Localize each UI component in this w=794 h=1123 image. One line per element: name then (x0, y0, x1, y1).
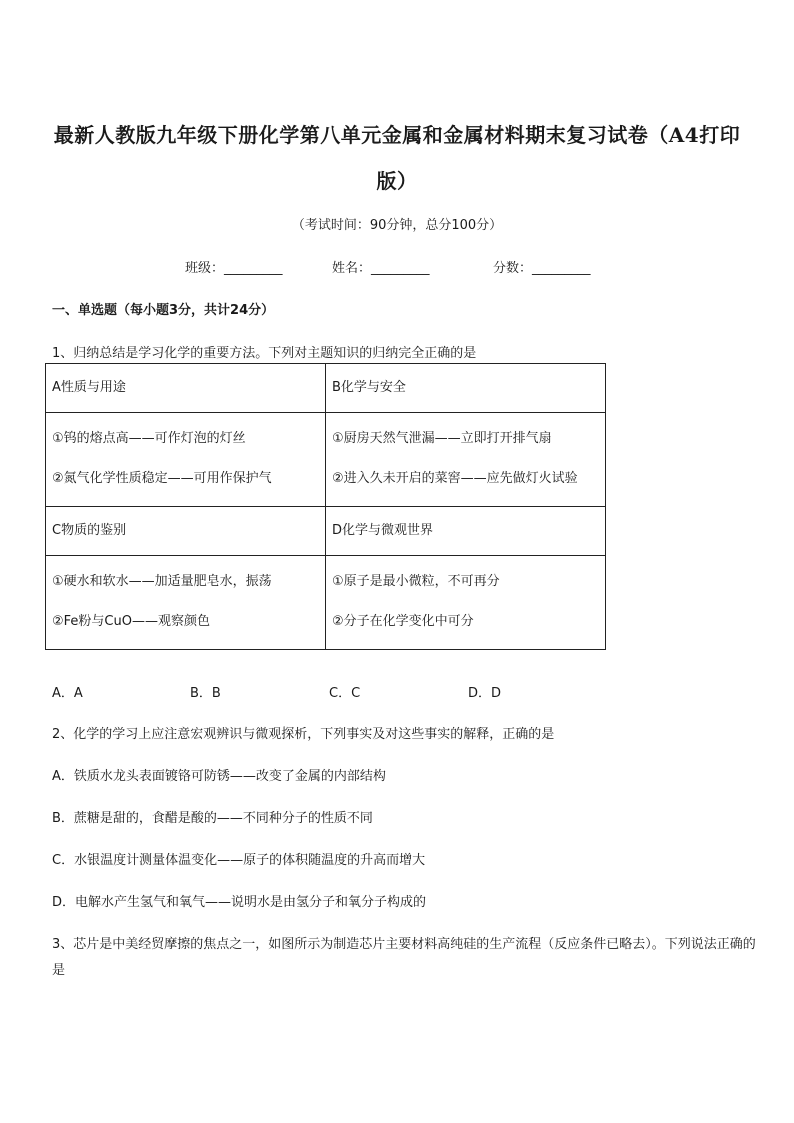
choice-d[interactable]: D．D (468, 686, 502, 701)
choice-a[interactable]: A．A (52, 686, 83, 701)
question-2-option-c[interactable]: C．水银温度计测量体温变化——原子的体积随温度的升高而增大 (52, 853, 426, 868)
question-2-option-d[interactable]: D．电解水产生氢气和氧气——说明水是由氢分子和氧分子构成的 (52, 895, 427, 910)
cell-d-item: ①原子是最小微粒，不可再分 (332, 574, 500, 589)
score-field[interactable]: 分数：_________ (493, 261, 591, 276)
cell-a-heading: A性质与用途 (46, 364, 326, 413)
cell-c-item: ②Fe粉与CuO——观察颜色 (52, 614, 210, 629)
cell-d-heading: D化学与微观世界 (326, 507, 606, 556)
question-3-stem: 3、芯片是中美经贸摩擦的焦点之一，如图所示为制造芯片主要材料高纯硅的生产流程（反应条件已略去）。下列说法正确的是 (52, 937, 756, 978)
exam-time-note: （考试时间：90分钟，总分100分） (291, 218, 503, 233)
cell-a-body (46, 413, 326, 507)
cell-c-heading: C物质的鉴别 (46, 507, 326, 556)
cell-c-body (46, 556, 326, 650)
cell-a-item: ②氮气化学性质稳定——可用作保护气 (52, 471, 272, 486)
cell-a-item: ①钨的熔点高——可作灯泡的灯丝 (52, 431, 246, 446)
page-title: 最新人教版九年级下册化学第八单元金属和金属材料期末复习试卷（A4打印版） (53, 123, 741, 193)
question-2-option-b[interactable]: B．蔗糖是甜的，食醋是酸的——不同种分子的性质不同 (52, 811, 373, 826)
name-field[interactable]: 姓名：_________ (332, 261, 430, 276)
cell-b-item: ①厨房天然气泄漏——立即打开排气扇 (332, 431, 552, 446)
cell-d-item: ②分子在化学变化中可分 (332, 614, 474, 629)
cell-d-body (326, 556, 606, 650)
cell-b-body (326, 413, 606, 507)
cell-b-item: ②进入久未开启的菜窖——应先做灯火试验 (332, 471, 578, 486)
choice-c[interactable]: C．C (329, 686, 361, 701)
cell-b-heading: B化学与安全 (326, 364, 606, 413)
class-field[interactable]: 班级：_________ (185, 261, 283, 276)
question-2-option-a[interactable]: A．铁质水龙头表面镀铬可防锈——改变了金属的内部结构 (52, 769, 386, 784)
section-heading: 一、单选题（每小题3分，共计24分） (52, 303, 275, 318)
choice-b[interactable]: B．B (190, 686, 221, 701)
cell-c-item: ①硬水和软水——加适量肥皂水，振荡 (52, 574, 272, 589)
question-1-stem: 1、归纳总结是学习化学的重要方法。下列对主题知识的归纳完全正确的是 (52, 346, 477, 361)
question-2-stem: 2、化学的学习上应注意宏观辨识与微观探析，下列事实及对这些事实的解释，正确的是 (52, 727, 555, 742)
question-1-table (45, 363, 606, 650)
